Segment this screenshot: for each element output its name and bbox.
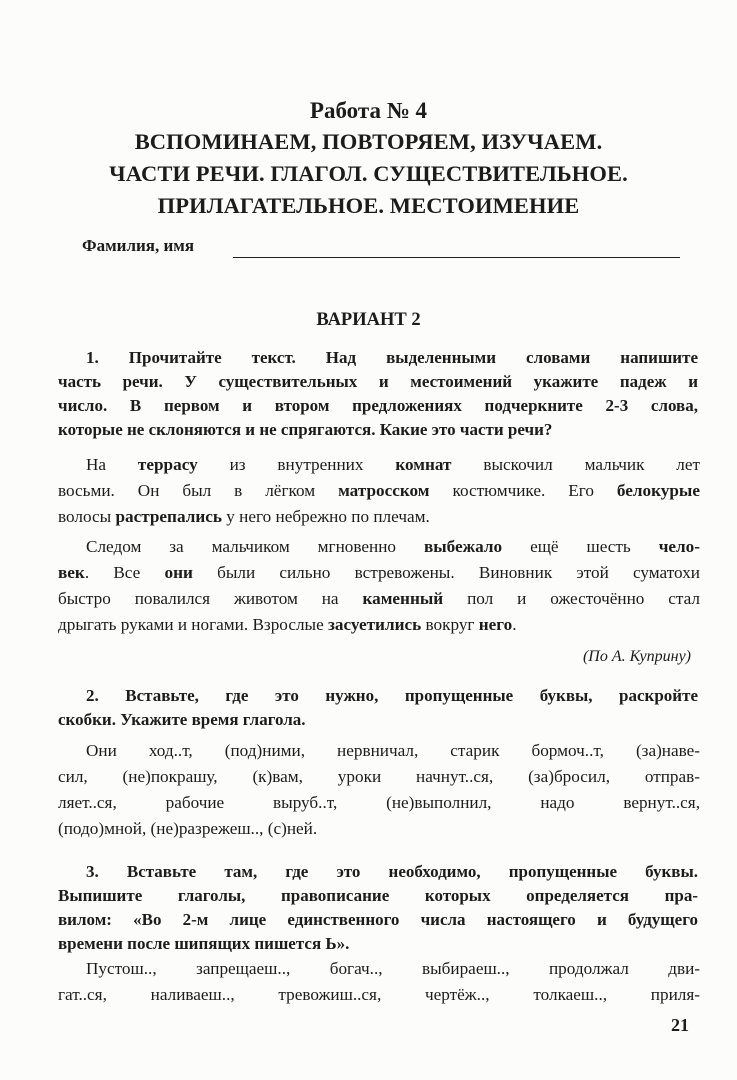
text-line: сил, (не)покрашу, (к)вам, уроки начнут..ся, (за)бросил, отправ-	[58, 767, 700, 786]
name-label: Фамилия, имя	[82, 236, 195, 255]
text-line: восьми. Он был в лёгком матросском костюмчике. Его белокурые	[58, 481, 700, 500]
task-3-line: Выпишите глаголы, правописание которых определяется пра-	[58, 886, 698, 905]
task-3-instructions	[58, 860, 698, 956]
task-1-line: 1. Прочитайте текст. Над выделенными словами напишите	[86, 348, 698, 367]
highlighted-word: они	[164, 563, 193, 582]
task-1-line: часть речи. У существительных и местоимений укажите падеж и	[58, 372, 698, 391]
highlighted-word: чело-	[658, 537, 700, 556]
text-line: век. Все они были сильно встревожены. Виновник этой суматохи	[58, 563, 700, 582]
task-3-line: вилом: «Во 2-м лице единственного числа настоящего и будущего	[58, 910, 698, 929]
variant-heading: ВАРИАНТ 2	[316, 310, 421, 330]
text-line: Пустош.., запрещаеш.., богач.., выбираеш.., продолжал дви-	[86, 959, 700, 978]
text-line: ляет..ся, рабочие выруб..т, (не)выполнил, надо вернут..ся,	[58, 793, 700, 812]
task-2-line: скобки. Укажите время глагола.	[58, 710, 306, 729]
text-line: Следом за мальчиком мгновенно выбежало ещё шесть чело-	[86, 537, 700, 556]
text-source: (По А. Куприну)	[582, 648, 691, 665]
work-title: Работа № 4	[309, 98, 428, 123]
task-1-instructions	[58, 346, 698, 442]
task-3-line: 3. Вставьте там, где это необходимо, пропущенные буквы.	[86, 862, 698, 881]
task-3-text	[58, 956, 700, 1008]
task-2-line: 2. Вставьте, где это нужно, пропущенные буквы, раскройте	[86, 686, 698, 705]
text-line: На террасу из внутренних комнат выскочил мальчик лет	[86, 455, 701, 474]
heading-line-2: ЧАСТИ РЕЧИ. ГЛАГОЛ. СУЩЕСТВИТЕЛЬНОЕ.	[109, 161, 628, 186]
highlighted-word: матросском	[338, 481, 430, 500]
text-line: быстро повалился животом на каменный пол и ожесточённо стал	[58, 589, 700, 608]
heading-line-1: ВСПОМИНАЕМ, ПОВТОРЯЕМ, ИЗУЧАЕМ.	[134, 129, 603, 154]
task-1-text-paragraph-2	[58, 534, 700, 638]
task-2-instructions	[58, 684, 698, 732]
highlighted-word: засуетились	[328, 615, 422, 634]
task-1-text-paragraph-1	[58, 452, 700, 530]
text-line: дрыгать руками и ногами. Взрослые засуетились вокруг него.	[58, 615, 517, 634]
task-1-line: число. В первом и втором предложениях подчеркните 2-3 слова,	[58, 396, 698, 415]
page-number: 21	[671, 1015, 689, 1035]
text-line: гат..ся, наливаеш.., тревожиш..ся, чертёж.., толкаеш.., приля-	[58, 985, 700, 1004]
text-line: Они ход..т, (под)ними, нервничал, старик бормоч..т, (за)наве-	[86, 741, 700, 760]
highlighted-word: белокурые	[616, 481, 700, 500]
name-input-line[interactable]	[233, 257, 680, 258]
text-line: волосы растрепались у него небрежно по плечам.	[58, 507, 430, 526]
highlighted-word: комнат	[395, 455, 452, 474]
highlighted-word: выбежало	[423, 537, 503, 556]
highlighted-word: террасу	[137, 455, 198, 474]
heading-line-3: ПРИЛАГАТЕЛЬНОЕ. МЕСТОИМЕНИЕ	[157, 193, 580, 218]
title-block	[0, 96, 737, 222]
highlighted-word: растрепались	[115, 507, 222, 526]
task-1-line: которые не склоняются и не спрягаются. Какие это части речи?	[58, 420, 553, 439]
highlighted-word: каменный	[362, 589, 444, 608]
task-2-text	[58, 738, 700, 842]
highlighted-word: него	[478, 615, 513, 634]
highlighted-word: век	[58, 563, 85, 582]
text-line: (подо)мной, (не)разрежеш.., (с)ней.	[58, 819, 318, 838]
task-3-line: времени после шипящих пишется Ь».	[58, 934, 350, 953]
